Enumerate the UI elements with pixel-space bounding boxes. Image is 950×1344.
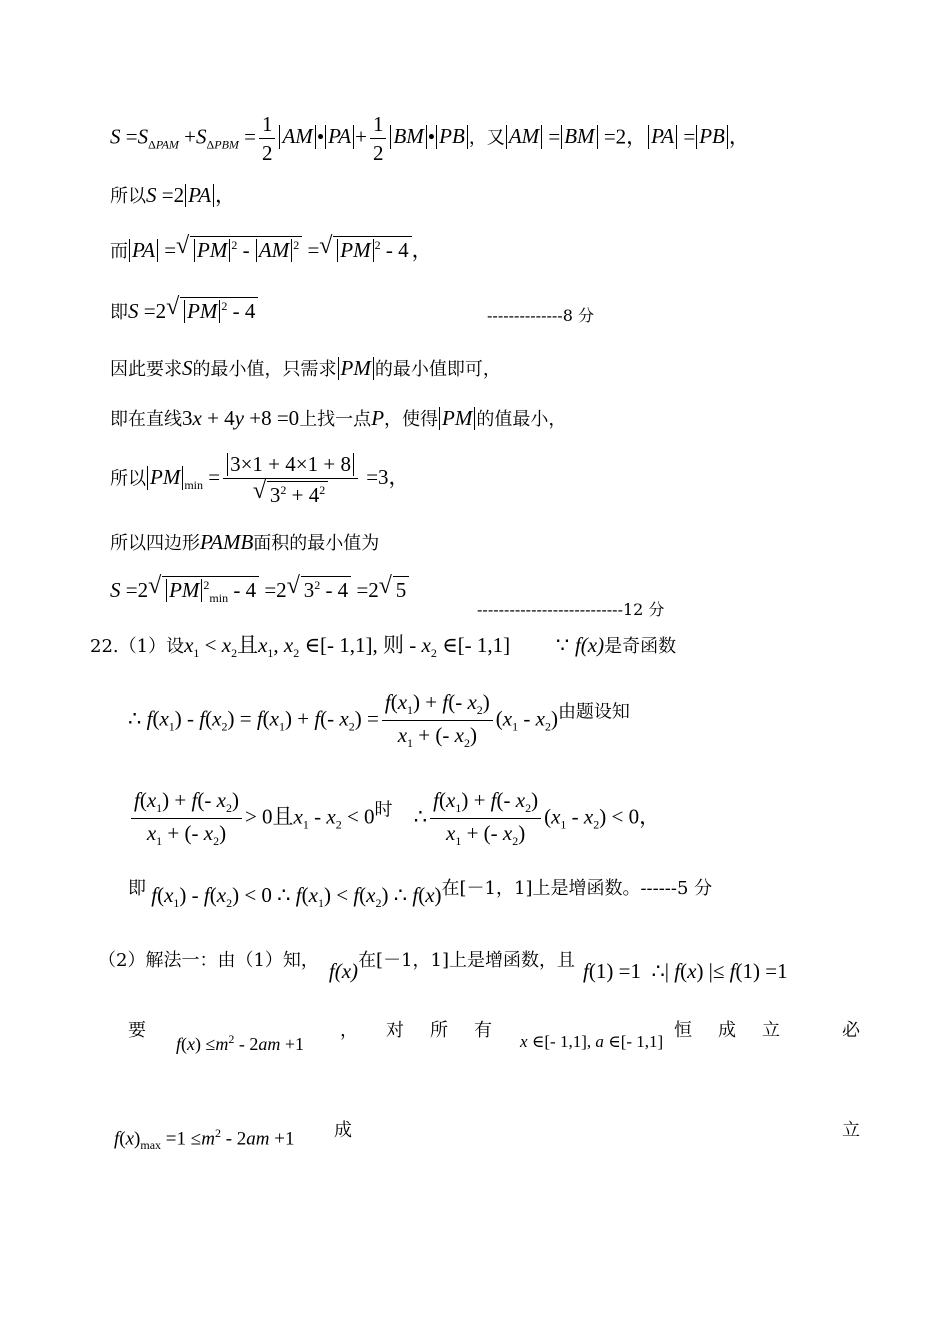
word-dui: 对 (386, 1020, 404, 1041)
text-6b: 上找一点 (299, 409, 372, 430)
problem-number: 22.（1）设 (90, 636, 185, 657)
line-4: 即S =2 √ PM $^2$ - 4 (110, 297, 258, 324)
text-5c: 的最小值即可， (374, 359, 501, 380)
text-8b: 面积的最小值为 (253, 533, 380, 554)
text-6d: 的值最小， (476, 409, 567, 430)
line-7: 所以 PM $_{min}$ = 3×1 + 4×1 + 8 √ $3^2 + 4^2$ =3， (110, 452, 410, 508)
text-ie: 即 (110, 302, 128, 323)
conjunction-text: ，又 (468, 127, 505, 148)
line-3: 而 PA = √ PM $^2$ - AM $^2$ = √ PM $^2$ - 4 ， (110, 233, 433, 262)
text-12: 时 (374, 799, 393, 820)
text-5a: 因此要求 (110, 359, 182, 380)
line-9: S =2 √ PM $^2_{min}$ - 4 =2 √ $3^2 - 4 =2$ √ 5 (110, 576, 409, 606)
word-you: 有 (474, 1020, 492, 1041)
abs-pm-2: PM (439, 407, 475, 430)
word-heng: 恒 (674, 1020, 692, 1041)
line-5 (110, 356, 501, 381)
word-suo: 所 (430, 1020, 448, 1041)
line-10: 22.（1）设$x_1 < x_2$且$x_1$, $x_2$ ∈[- 1,1], 则 - $x_2$ ∈[- 1,1] ∵ f(x)是奇函数 (90, 633, 677, 661)
line-11: ∴ $f(x_1) - f(x_2) = f(x_1) + f(-$ $x_2$) = $\frac{f(x_1) + f(- x_2)}{x_1 + (- x_2)}$ $(x_1 - x_2)$由题设知 (128, 690, 630, 751)
text-13b: 在[－1，1]上是增函数。------5 分 (441, 878, 713, 899)
score-12: ---------------------------12 分 (477, 600, 665, 619)
word-li: 立 (762, 1020, 780, 1041)
text-11: 由题设知 (557, 701, 630, 722)
text-8a: 所以四边形 (110, 533, 200, 554)
word-cheng: 成 (718, 1020, 736, 1041)
word-bi: 必 (842, 1020, 860, 1041)
text-14b: 在[－1，1]上是增函数，且 (358, 950, 576, 971)
because-symbol: ∵ (555, 633, 570, 657)
word-yao: 要 (128, 1020, 146, 1041)
line-1: $S =S_{\Delta PAM} +S_{\Delta PBM}$ = $\frac{1}{2}$ AM • PA + $\frac{1}{2}$ BM • PB ，又 AM = BM =2， PA = PB ， (110, 112, 750, 166)
abs-pm: PM (338, 357, 374, 380)
var-pamb: PAMB (200, 530, 254, 554)
line-8 (110, 530, 379, 555)
line-2: 所以S =2 PA ， (110, 183, 237, 207)
var-p: P (371, 406, 385, 430)
word-li-2: 立 (842, 1120, 860, 1141)
text-14a: （2）解法一：由（1）知， (98, 950, 319, 971)
text-and: 而 (110, 241, 128, 262)
line-6: 即在直线3x + 4y +8 =0上找一点P，使得 PM 的值最小， (110, 406, 567, 430)
text-10: 是奇函数 (604, 636, 677, 657)
text-6a: 即在直线 (110, 409, 182, 430)
text-13a: 即 (128, 878, 146, 899)
var-s: S (182, 356, 193, 380)
text-5b: 的最小值，只需求 (192, 359, 337, 380)
text-7a: 所以 (110, 468, 146, 490)
text-6c: ，使得 (384, 409, 439, 430)
text-so: 所以 (110, 186, 146, 207)
f-of-x: f(x) (574, 633, 605, 657)
line-12: $\frac{f(x_1) + f(- x_2)}{x_1 + (- x_2)}$ > 0且$x_1 - x_2 < 0$时 ∴ $\frac{f(x_1) + f(- x_2)}{x_1 + (- x_2)}$ $(x_1 - x_2) < 0$， (128, 788, 660, 849)
line-13: 即 $f(x_1) - f(x_2) < 0$ ∴ $f(x_1) < f(x_2)$ ∴ f(x)在[－1，1]上是增函数。------5 分 (128, 878, 713, 911)
word-cheng-2: 成 (334, 1120, 352, 1141)
line-14: （2）解法一：由（1）知， f(x)在[－1，1]上是增函数，且 f(1) =1 ∴| f(x) |≤ f(1) =1 (98, 950, 788, 983)
word-comma: ， (340, 1020, 358, 1041)
score-8: --------------8 分 (487, 306, 594, 325)
f-of-x-2: f(x) (328, 959, 359, 983)
